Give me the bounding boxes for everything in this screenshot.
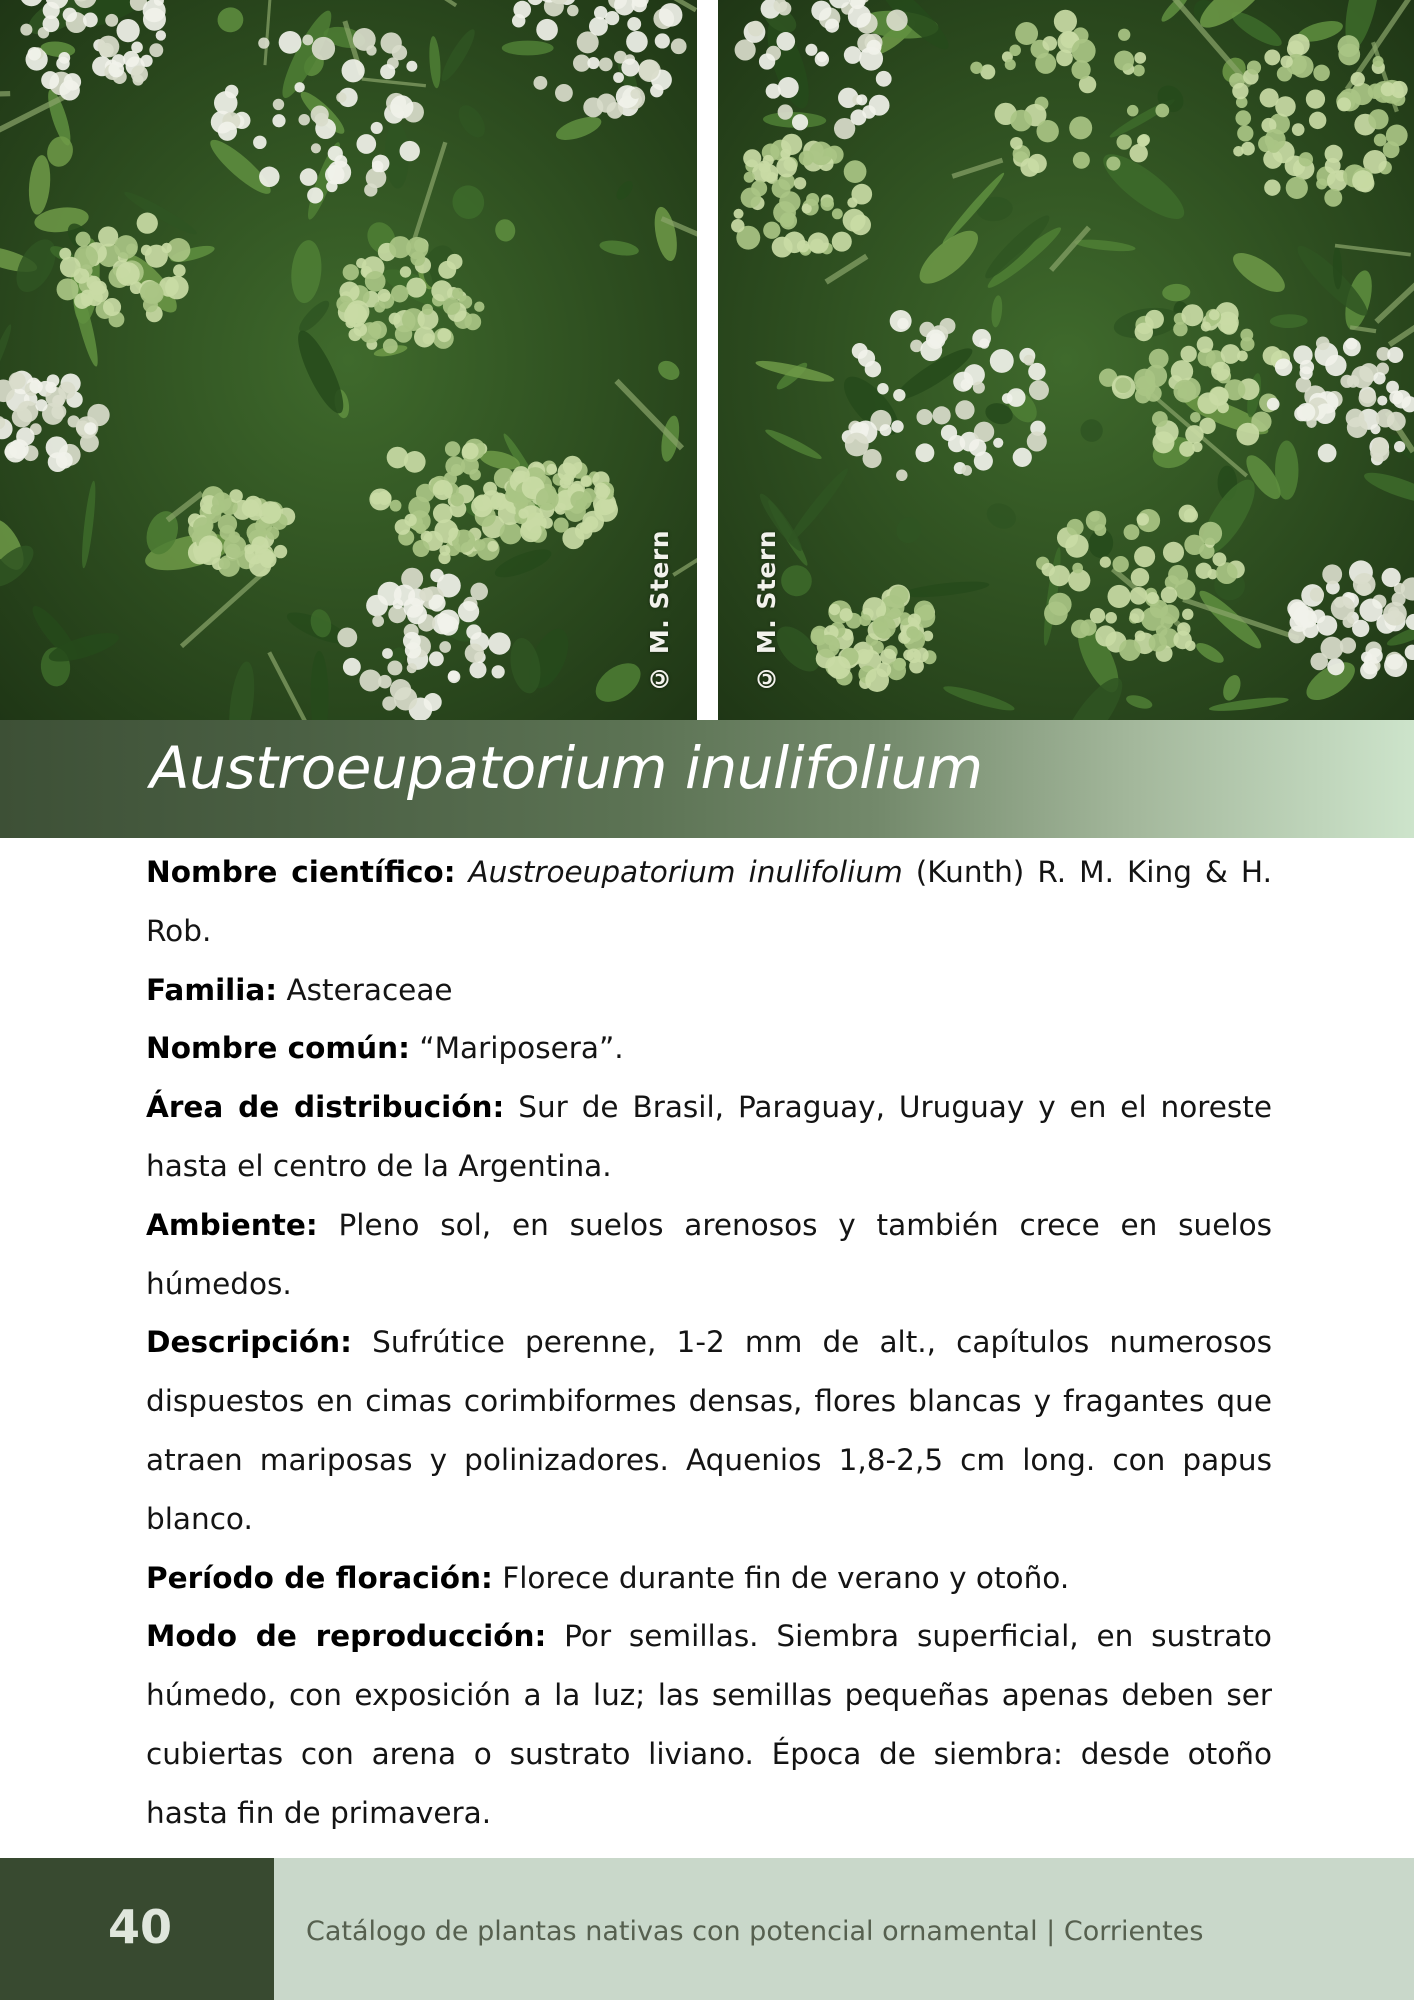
field-common-name <box>146 1019 1272 1078</box>
page-number-box <box>0 1858 274 2000</box>
photo-left <box>0 0 697 720</box>
plant-photo-right <box>718 0 1414 720</box>
field-flowering <box>146 1549 1272 1608</box>
photo-credit-right: © M. Stern <box>752 530 781 693</box>
page-footer <box>0 1858 1414 2000</box>
field-reproduction <box>146 1607 1272 1842</box>
field-scientific-name <box>146 843 1272 961</box>
photo-right <box>718 0 1414 720</box>
footer-title: Catálogo de plantas nativas con potencial ornamental | Corrientes <box>306 1916 1204 1947</box>
page-number: 40 <box>108 1900 173 1954</box>
field-value: Asteraceae <box>277 972 453 1007</box>
field-family <box>146 961 1272 1020</box>
field-value: “Mariposera”. <box>409 1031 624 1066</box>
species-title: Austroeupatorium inulifolium <box>150 734 983 802</box>
scientific-name: Austroeupatorium inulifolium <box>468 855 903 889</box>
scientific-authority: (Kunth) R. M. King & H. Rob. <box>146 855 1272 948</box>
field-label: Nombre científico: <box>146 855 456 889</box>
species-description <box>146 843 1272 1843</box>
photo-divider <box>697 0 718 720</box>
field-value: Sur de Brasil, Paraguay, Uruguay y en el noreste hasta el centro de la Argentina. <box>146 1090 1272 1183</box>
field-label: Modo de reproducción: <box>146 1619 547 1654</box>
field-value: Por semillas. Siembra superficial, en sustrato húmedo, con exposición a la luz; las semillas pequeñas apenas deben ser cubiertas con arena o sustrato liviano. Época de siembra: desde otoño hasta fin de primavera. <box>146 1619 1272 1830</box>
field-label: Familia: <box>146 972 278 1007</box>
field-label: Descripción: <box>146 1325 352 1360</box>
photo-credit-left: © M. Stern <box>645 530 674 693</box>
field-environment <box>146 1196 1272 1314</box>
title-band <box>0 720 1414 838</box>
field-value: Pleno sol, en suelos arenosos y también crece en suelos húmedos. <box>146 1207 1272 1301</box>
field-label: Período de floración: <box>146 1560 493 1595</box>
field-value: Florece durante fin de verano y otoño. <box>492 1560 1070 1595</box>
field-value: Sufrútice perenne, 1-2 mm de alt., capítulos numerosos dispuestos en cimas corimbiformes densas, flores blancas y fragantes que atraen mariposas y polinizadores. Aquenios 1,8-2,5 cm long. con papus blanco. <box>146 1325 1272 1536</box>
field-description <box>146 1313 1272 1548</box>
field-distribution <box>146 1078 1272 1196</box>
field-label: Nombre común: <box>146 1031 410 1066</box>
plant-photo-left <box>0 0 697 720</box>
field-label: Área de distribución: <box>146 1090 505 1125</box>
field-label: Ambiente: <box>146 1207 318 1242</box>
